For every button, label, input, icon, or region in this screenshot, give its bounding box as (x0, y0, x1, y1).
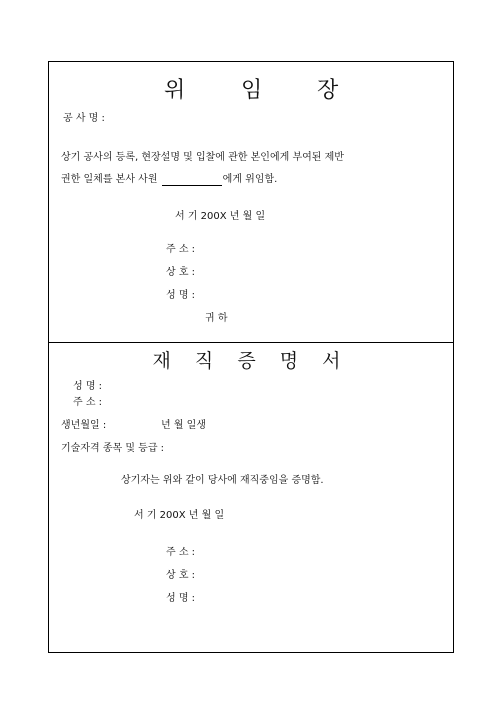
employee-name-blank (162, 175, 222, 186)
birth-date-value: 년 월 일생 (161, 420, 206, 431)
employment-certificate-title: 재 직 증 명 서 (152, 350, 350, 372)
delegation-title-char: 장 (317, 78, 339, 103)
employment-company-label: 상 호 : (166, 570, 196, 581)
employment-address-label: 주 소 : (73, 397, 103, 408)
delegation-title (49, 79, 453, 103)
delegation-recipient: 귀 하 (205, 313, 228, 324)
employment-signer-name-label: 성 명 : (166, 593, 196, 604)
delegation-address-label: 주 소 : (166, 244, 196, 255)
delegation-body-line2-start: 권한 일체를 본사 사원 (61, 174, 158, 185)
delegation-title-char: 위 (164, 78, 186, 103)
qualification-label: 기술자격 종목 및 등급 : (61, 443, 165, 454)
delegation-title-char: 임 (241, 78, 263, 103)
employment-address-label-2: 주 소 : (166, 547, 196, 558)
delegation-body-line2 (61, 174, 277, 186)
document-form (48, 61, 454, 653)
employment-date: 서 기 200X 년 월 일 (134, 510, 225, 521)
employment-statement: 상기자는 위와 같이 당사에 재직중임을 증명함. (121, 475, 324, 486)
birth-date-label: 생년월일 : (61, 420, 107, 431)
delegation-company-label: 상 호 : (166, 267, 196, 278)
employment-name-label: 성 명 : (73, 381, 103, 392)
project-name-label: 공 사 명 : (63, 113, 105, 124)
delegation-name-label: 성 명 : (166, 290, 196, 301)
delegation-date: 서 기 200X 년 월 일 (175, 211, 266, 222)
delegation-body-line2-end: 에게 위임함. (222, 174, 278, 185)
section-divider (49, 342, 453, 343)
delegation-body-line1: 상기 공사의 등록, 현장설명 및 입찰에 관한 본인에게 부여된 제반 (61, 152, 344, 163)
